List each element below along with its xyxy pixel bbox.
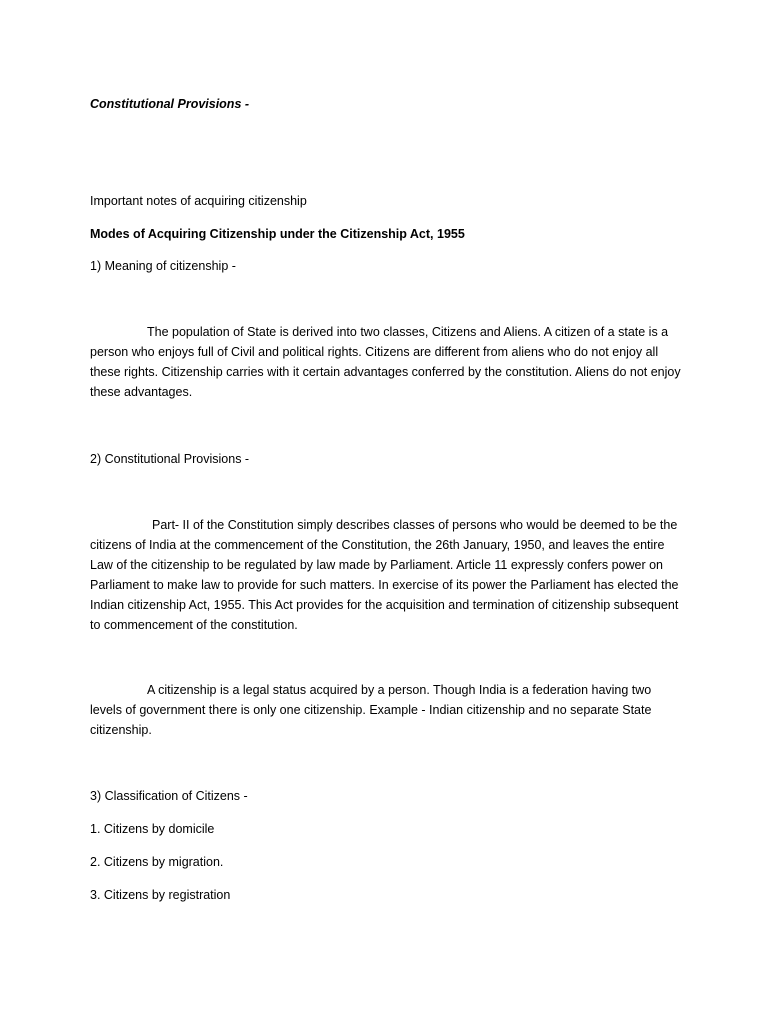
- document-heading: Constitutional Provisions -: [90, 97, 250, 111]
- list-item: 2. Citizens by migration.: [90, 855, 224, 869]
- section-1-heading: 1) Meaning of citizenship -: [90, 259, 236, 273]
- section-1-paragraph: The population of State is derived into two classes, Citizens and Aliens. A citizen of a state is a person who enjoys full of Civil and political rights. Citizens are different from aliens who do not enjoy all these rights. Citizenship carries with it certain advantages conferred by the constitution. Aliens do not enjoy these advantages.: [90, 325, 681, 399]
- list-item: 3. Citizens by registration: [90, 888, 231, 902]
- section-2-paragraph-2: A citizenship is a legal status acquired by a person. Though India is a federation having two levels of government there is only one citizenship. Example - Indian citizenship and no separate State citizenship.: [90, 683, 652, 737]
- modes-title: Modes of Acquiring Citizenship under the Citizenship Act, 1955: [90, 227, 465, 241]
- section-3-heading: 3) Classification of Citizens -: [90, 789, 248, 803]
- section-2-paragraph-1: Part- II of the Constitution simply describes classes of persons who would be deemed to be the citizens of India at the commencement of the Constitution, the 26th January, 1950, and leaves the entire Law of the citizenship to be regulated by law made by Parliament. Article 11 expressly confers power on Parliament to make law to provide for such matters. In exercise of its power the Parliament has elected the Indian citizenship Act, 1955. This Act provides for the acquisition and termination of citizenship subsequent to commencement of the constitution.: [90, 518, 679, 632]
- section-2-heading: 2) Constitutional Provisions -: [90, 452, 250, 466]
- notes-title: Important notes of acquiring citizenship: [90, 194, 307, 208]
- list-item: 1. Citizens by domicile: [90, 822, 215, 836]
